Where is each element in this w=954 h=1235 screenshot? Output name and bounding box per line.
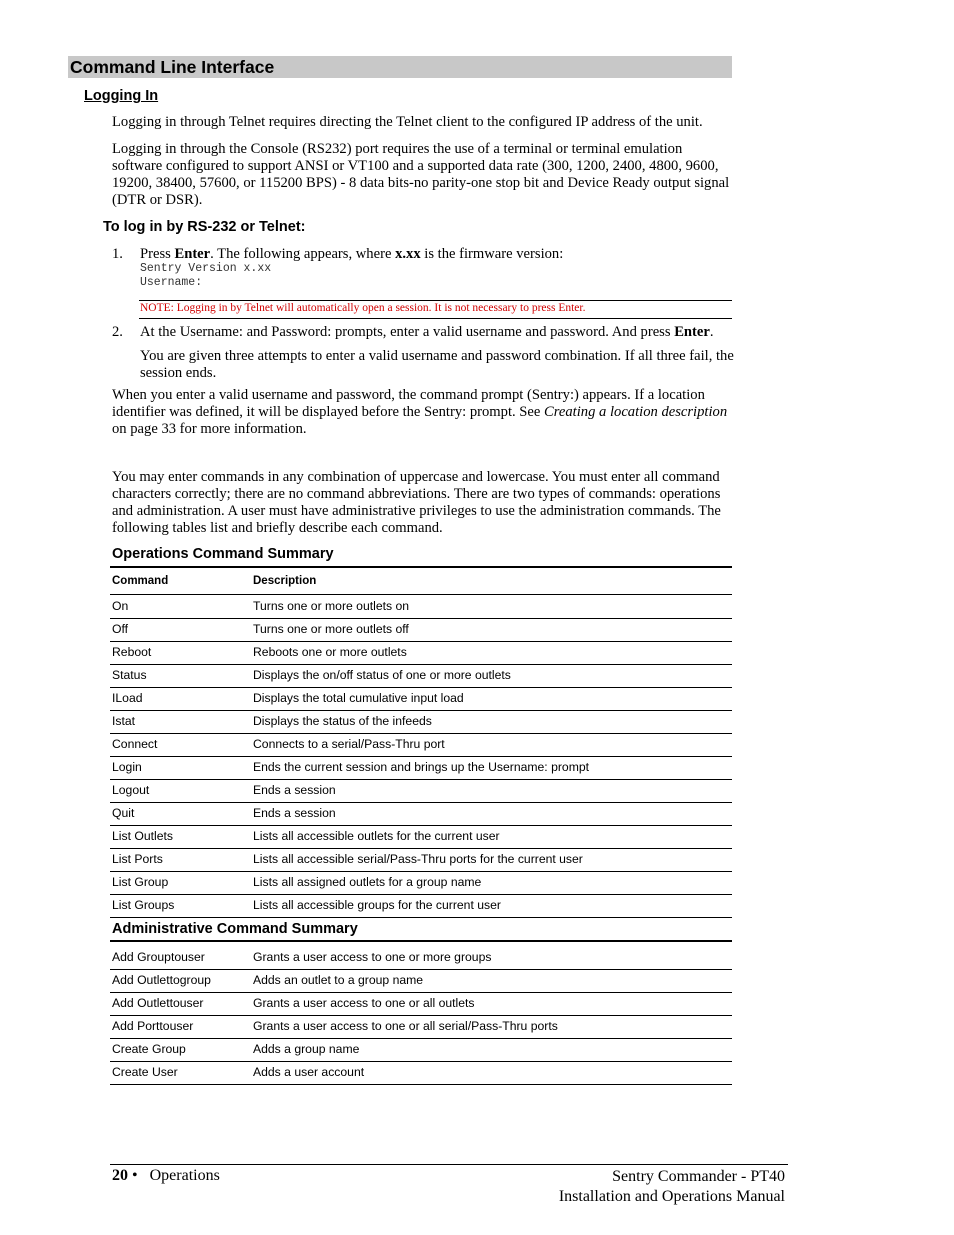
code-line-version: Sentry Version x.xx [140, 262, 272, 275]
description-cell: Ends the current session and brings up the Username: prompt [253, 760, 590, 774]
command-cell: Add Outlettouser [112, 996, 204, 1010]
description-cell: Connects to a serial/Pass-Thru port [253, 737, 445, 751]
description-cell: Reboots one or more outlets [253, 645, 407, 659]
command-cell: Add Grouptouser [112, 950, 205, 964]
footer-section: Operations [149, 1167, 220, 1184]
table-row [110, 969, 732, 993]
table-row [110, 992, 732, 1016]
table-row [110, 848, 732, 872]
procedure-heading: To log in by RS-232 or Telnet: [103, 219, 306, 235]
command-cell: Off [112, 622, 129, 636]
header-command: Command [112, 575, 169, 587]
header-description: Description [253, 575, 317, 587]
command-cell: Quit [112, 806, 135, 820]
command-cell: Create User [112, 1065, 178, 1079]
note-bottom-rule [139, 318, 732, 319]
table-row [110, 710, 732, 734]
table-row [110, 641, 732, 665]
telnet-paragraph: Logging in through Telnet requires directing the Telnet client to the configured IP address of the unit. [112, 114, 703, 130]
table-row [110, 595, 732, 619]
table-header-row [110, 571, 732, 595]
command-cell: List Outlets [112, 829, 173, 843]
command-cell: List Ports [112, 852, 163, 866]
table-row [110, 756, 732, 780]
table-row [110, 802, 732, 826]
table-row [110, 894, 732, 918]
description-cell: Lists all accessible outlets for the current user [253, 829, 500, 843]
command-cell: List Group [112, 875, 169, 889]
step-1-text: Press Enter. The following appears, where x.xx is the firmware version: [140, 246, 564, 262]
description-cell: Displays the status of the infeeds [253, 714, 432, 728]
step-2-number: 2. [112, 324, 123, 340]
commands-intro-paragraph: You may enter commands in any combination of uppercase and lowercase. You must enter all command characters correctly; there are no command abbreviations. There are two types of commands: operations and administration. A user must have administrative privileges to use the administration commands. The following tables list and briefly describe each command. [112, 469, 721, 536]
step-1-number: 1. [112, 246, 123, 262]
command-cell: List Groups [112, 898, 175, 912]
command-cell: Create Group [112, 1042, 186, 1056]
footer-rule [110, 1164, 788, 1165]
command-cell: ILoad [112, 691, 143, 705]
description-cell: Grants a user access to one or more groups [253, 950, 492, 964]
command-cell: Status [112, 668, 147, 682]
description-cell: Turns one or more outlets off [253, 622, 409, 636]
description-cell: Adds an outlet to a group name [253, 973, 424, 987]
note-top-rule [139, 300, 732, 301]
operations-table-top-rule [110, 566, 732, 568]
console-paragraph: Logging in through the Console (RS232) port requires the use of a terminal or terminal emulation software configured to support ANSI or VT100 and a supported data rate (300, 1200, 2400, 4800, 9600, 19200, 38400, 57600, or 115200 BPS) - 8 data bits-no parity-one stop bit and Device Ready output signal (DTR or DSR). [112, 141, 730, 208]
footer-right [559, 1167, 785, 1207]
table-row [110, 1061, 732, 1085]
subsection-title: Logging In [84, 88, 159, 104]
table-row [110, 825, 732, 849]
bullet: • [132, 1167, 138, 1184]
description-cell: Lists all accessible serial/Pass-Thru ports for the current user [253, 852, 583, 866]
table-row [110, 779, 732, 803]
description-cell: Lists all assigned outlets for a group name [253, 875, 482, 889]
table-row [110, 687, 732, 711]
operations-table-title: Operations Command Summary [112, 546, 334, 562]
table-row [110, 618, 732, 642]
table-row [110, 1015, 732, 1039]
code-line-username: Username: [140, 276, 203, 289]
description-cell: Grants a user access to one or all serial/Pass-Thru ports [253, 1019, 558, 1033]
table-row [110, 1038, 732, 1062]
page-number: 20 [112, 1167, 128, 1184]
description-cell: Lists all accessible groups for the current user [253, 898, 501, 912]
table-row [110, 871, 732, 895]
description-cell: Adds a user account [253, 1065, 365, 1079]
admin-table-top-rule [110, 940, 732, 942]
section-title: Command Line Interface [70, 57, 275, 77]
command-cell: Istat [112, 714, 136, 728]
command-cell: Add Outlettogroup [112, 973, 211, 987]
command-cell: On [112, 599, 129, 613]
admin-table-title: Administrative Command Summary [112, 921, 358, 937]
command-cell: Add Porttouser [112, 1019, 194, 1033]
telnet-note: NOTE: Logging in by Telnet will automatically open a session. It is not necessary to press Enter. [140, 302, 586, 314]
cross-reference-link: Creating a location description [544, 404, 728, 420]
description-cell: Grants a user access to one or all outlets [253, 996, 475, 1010]
table-row [110, 733, 732, 757]
command-cell: Login [112, 760, 142, 774]
product-name: Sentry Commander - PT40 [612, 1168, 785, 1185]
description-cell: Displays the on/off status of one or more outlets [253, 668, 511, 682]
command-cell: Reboot [112, 645, 152, 659]
description-cell: Displays the total cumulative input load [253, 691, 464, 705]
command-cell: Logout [112, 783, 150, 797]
description-cell: Adds a group name [253, 1042, 360, 1056]
description-cell: Ends a session [253, 806, 336, 820]
table-row [110, 664, 732, 688]
step-2-paragraph: You are given three attempts to enter a valid username and password combination. If all three fail, the session ends. [140, 348, 734, 381]
command-prompt-paragraph: When you enter a valid username and password, the command prompt (Sentry:) appears. If a location identifier was defined, it will be displayed before the Sentry: prompt. See Creating a location description on page 33 for more information. [112, 387, 728, 437]
table-row [110, 946, 732, 970]
manual-name: Installation and Operations Manual [558, 1188, 785, 1205]
step-2-text: At the Username: and Password: prompts, enter a valid username and password. And press Enter. [140, 324, 714, 340]
command-cell: Connect [112, 737, 158, 751]
footer-left [112, 1167, 220, 1185]
description-cell: Turns one or more outlets on [253, 599, 410, 613]
description-cell: Ends a session [253, 783, 336, 797]
